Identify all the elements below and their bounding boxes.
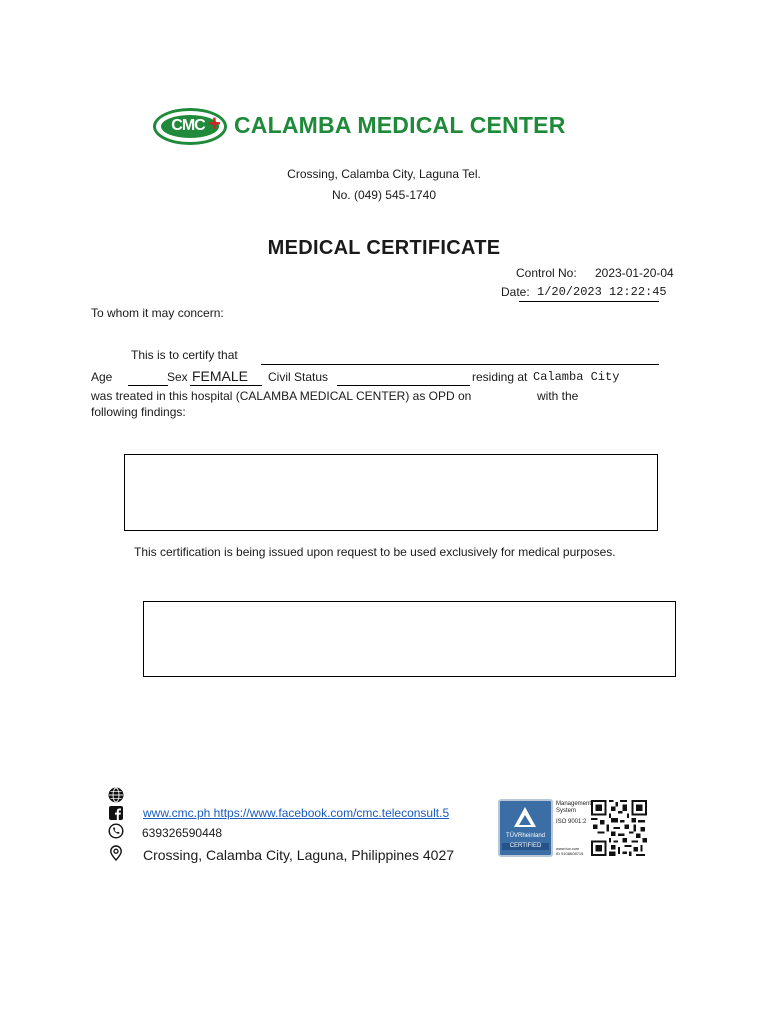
tuv-certified: CERTIFIED: [502, 843, 549, 850]
civil-status-label: Civil Status: [268, 370, 329, 384]
sex-underline: [190, 385, 262, 386]
footer-phone: 639326590448: [142, 826, 223, 840]
certification-badge: [498, 799, 650, 857]
date-label: Date:: [501, 285, 530, 299]
treated-text: was treated in this hospital (CALAMBA MEDICAL CENTER) as OPD on: [91, 389, 472, 403]
issued-statement: This certification is being issued upon request to be used exclusively for medical purposes.: [134, 545, 616, 559]
signature-box: [143, 601, 676, 677]
address-line-1: Crossing, Calamba City, Laguna Tel.: [287, 167, 481, 181]
footer-web-links[interactable]: www.cmc.ph https://www.facebook.com/cmc.teleconsult.5: [143, 806, 450, 820]
findings-label: following findings:: [91, 405, 186, 419]
control-label: Control No:: [516, 266, 577, 280]
age-underline: [128, 385, 168, 386]
sex-label: Sex: [167, 370, 188, 384]
address-line-2: No. (049) 545-1740: [331, 188, 437, 202]
qr-code-icon: [591, 800, 647, 856]
sex-value: FEMALE: [192, 368, 249, 384]
mgmt-line-2: System: [556, 808, 577, 814]
mgmt-system-text: [556, 801, 591, 856]
certify-label: This is to certify that: [131, 348, 238, 362]
logo-cross-icon: +: [208, 111, 221, 136]
page-title: MEDICAL CERTIFICATE: [267, 237, 501, 259]
residing-value: Calamba City: [533, 370, 620, 384]
phone-icon: [108, 823, 124, 839]
residing-label: residing at: [472, 370, 528, 384]
control-value: 2023-01-20-04: [595, 266, 674, 280]
date-value: 1/20/2023 12:22:45: [537, 285, 667, 299]
location-pin-icon: [108, 845, 124, 861]
tuv-brand: TÜVRheinland: [505, 833, 546, 839]
facebook-icon: [108, 805, 124, 821]
mgmt-line-1: Management: [556, 801, 592, 807]
logo-text: CMC: [171, 117, 205, 134]
mgmt-line-3: ISO 9001:2: [556, 819, 587, 825]
certify-underline: [261, 364, 659, 365]
tuv-triangle-inner: [519, 815, 531, 825]
logo-oval: [153, 108, 227, 145]
age-label: Age: [91, 370, 113, 384]
date-underline: [519, 301, 659, 302]
brand-name: CALAMBA MEDICAL CENTER: [234, 112, 566, 138]
globe-icon: [108, 787, 124, 803]
footer-address: Crossing, Calamba City, Laguna, Philippines 4027: [143, 847, 455, 863]
with-the-text: with the: [537, 389, 579, 403]
tuv-badge: [498, 799, 553, 857]
findings-box: [124, 454, 658, 531]
salutation: To whom it may concern:: [91, 306, 224, 320]
mgmt-id: ID 9108608715: [556, 851, 584, 856]
mgmt-site: www.tuv.com: [556, 846, 580, 851]
civil-status-underline: [337, 385, 470, 386]
